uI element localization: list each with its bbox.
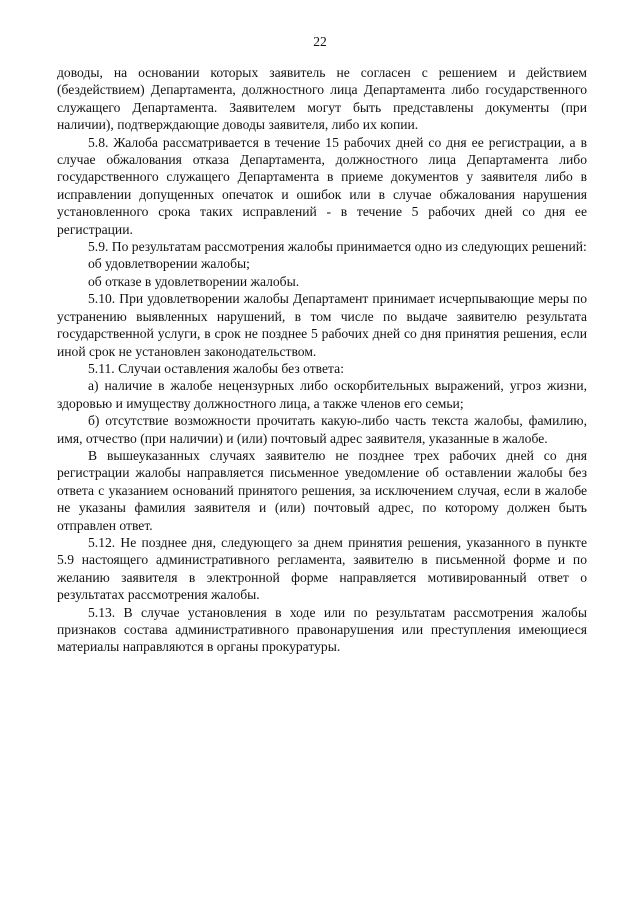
decision-option-refuse: об отказе в удовлетворении жалобы.	[88, 273, 300, 289]
paragraph-5-8: 5.8. Жалоба рассматривается в течение 15 рабочих дней со дня ее регистрации, а в случае обжалования отказа Департамента, должностного лица Департамента либо государственного служащего Департамента в приеме документов у заявителя либо в исправлении допущенных опечаток и ошибок или в случае обжалования нарушения установленного срока таких исправлений - в течение 5 рабочих дней со дня ее регистрации.	[57, 134, 587, 237]
paragraph-5-11-b: б) отсутствие возможности прочитать какую-либо часть текста жалобы, фамилию, имя, отчество (при наличии) и (или) почтовый адрес заявителя, указанные в жалобе.	[57, 413, 587, 446]
paragraph-5-13: 5.13. В случае установления в ходе или по результатам рассмотрения жалобы признаков состава административного правонарушения или преступления имеющиеся материалы направляются в органы прокуратуры.	[57, 604, 587, 655]
paragraph-5-12: 5.12. Не позднее дня, следующего за днем принятия решения, указанного в пункте 5.9 настоящего административного регламента, заявителю в письменной форме и по желанию заявителя в электронной форме направляется мотивированный ответ о результатах рассмотрения жалобы.	[57, 534, 587, 603]
paragraph-5-11: 5.11. Случаи оставления жалобы без ответа:	[88, 360, 344, 376]
paragraph-notice: В вышеуказанных случаях заявителю не позднее трех рабочих дней со дня регистрации жалобы направляется письменное уведомление об оставлении жалобы без ответа с указанием оснований принятого решения, за исключением случая, если в жалобе не указаны фамилия заявителя и (или) почтовый адрес, по которому должен быть отправлен ответ.	[57, 447, 587, 533]
paragraph-5-9: 5.9. По результатам рассмотрения жалобы принимается одно из следующих решений:	[88, 239, 587, 255]
decision-option-satisfy: об удовлетворении жалобы;	[88, 256, 250, 272]
document-body	[57, 64, 587, 656]
paragraph-5-11-a: а) наличие в жалобе нецензурных либо оскорбительных выражений, угроз жизни, здоровью и имуществу должностного лица, а также членов его семьи;	[57, 378, 587, 411]
paragraph-5-10: 5.10. При удовлетворении жалобы Департамент принимает исчерпывающие меры по устранению выявленных нарушений, в том числе по выдаче заявителю результата государственной услуги, в срок не позднее 5 рабочих дней со дня принятия решения, если иной срок не установлен законодательством.	[57, 291, 587, 359]
page-number: 22	[313, 34, 327, 49]
paragraph-continuation: доводы, на основании которых заявитель не согласен с решением и действием (бездействием) Департамента, должностного лица Департамента либо государственного служащего Департамента. Заявителем могут быть представлены документы (при наличии), подтверждающие доводы заявителя, либо их копии.	[57, 65, 587, 133]
